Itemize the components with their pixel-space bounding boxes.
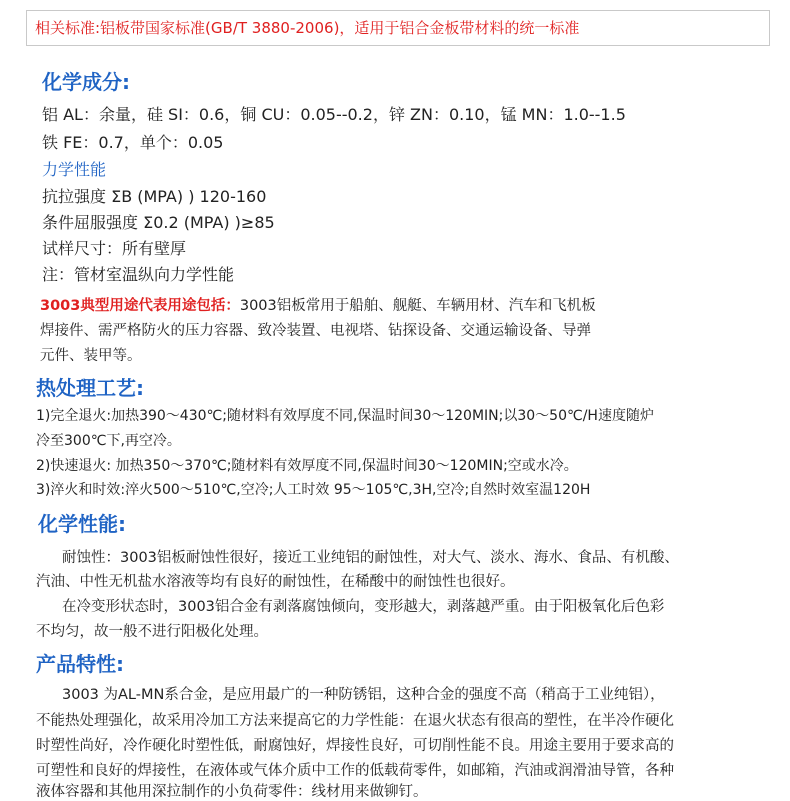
product-features-line: 时塑性尚好，冷作硬化时塑性低，耐腐蚀好，焊接性良好，可切削性能不良。用途主要用于要求高的 [36, 738, 674, 754]
uses-paragraph [40, 294, 596, 315]
product-features-line: 不能热处理强化，故采用冷加工方法来提高它的力学性能：在退火状态有很高的塑性，在半冷作硬化 [36, 713, 674, 729]
uses-text: 3003铝板常用于船舶、舰艇、车辆用材、汽车和飞机板 [239, 298, 596, 314]
composition-line: 铁 FE：0.7，单个：0.05 [42, 133, 224, 152]
heat-treatment-line: 1)完全退火:加热390～430℃;随材料有效厚度不同,保温时间30～120MIN;以30～50℃/H速度随炉 [36, 408, 654, 424]
mechanical-line: 试样尺寸：所有壁厚 [42, 239, 187, 258]
product-features-heading: 产品特性: [36, 652, 124, 676]
product-features-line: 可塑性和良好的焊接性，在液体或气体介质中工作的低载荷零件，如邮箱，汽油或润滑油导管，各种 [36, 763, 674, 779]
heat-treatment-line: 冷至300℃下,再空冷。 [36, 433, 181, 449]
chemical-composition-heading: 化学成分: [42, 70, 130, 94]
uses-line: 元件、装甲等。 [40, 348, 142, 364]
product-features-line: 液体容器和其他用深拉制作的小负荷零件：线材用来做铆钉。 [36, 784, 428, 800]
mechanical-line: 条件屈服强度 Σ0.2 (MPA) )≥85 [42, 213, 275, 232]
composition-line: 铝 AL：余量，硅 SI：0.6，铜 CU：0.05--0.2，锌 ZN：0.10，锰 MN：1.0--1.5 [42, 105, 626, 124]
heat-treatment-line: 2)快速退火: 加热350～370℃;随材料有效厚度不同,保温时间30～120MIN;空或水冷。 [36, 458, 578, 474]
mechanical-properties-heading: 力学性能 [42, 160, 107, 179]
standard-banner [26, 10, 770, 46]
product-features-line: 3003 为AL-MN系合金，是应用最广的一种防锈铝，这种合金的强度不高（稍高于工业纯铝）， [62, 687, 665, 703]
mechanical-line: 注：管材室温纵向力学性能 [42, 265, 235, 284]
chemical-properties-line: 耐蚀性：3003铝板耐蚀性很好，接近工业纯铝的耐蚀性，对大气、淡水、海水、食品、有机酸、 [62, 550, 679, 566]
uses-label: 3003典型用途代表用途包括： [40, 298, 240, 314]
heat-treatment-heading: 热处理工艺: [36, 376, 144, 400]
standard-banner-text: 相关标准:铝板带国家标准(GB/T 3880-2006)，适用于铝合金板带材料的统一标准 [35, 19, 580, 37]
mechanical-line: 抗拉强度 ΣB (MPA) ) 120-160 [42, 187, 267, 206]
chemical-properties-heading: 化学性能: [38, 512, 126, 536]
chemical-properties-line: 不均匀，故一般不进行阳极化处理。 [36, 624, 268, 640]
uses-line: 焊接件、需严格防火的压力容器、致冷装置、电视塔、钻探设备、交通运输设备、导弹 [40, 323, 591, 339]
chemical-properties-line: 汽油、中性无机盐水溶液等均有良好的耐蚀性，在稀酸中的耐蚀性也很好。 [36, 574, 515, 590]
chemical-properties-line: 在冷变形状态时，3003铝合金有剥落腐蚀倾向，变形越大，剥落越严重。由于阳极氧化后色彩 [62, 599, 665, 615]
heat-treatment-line: 3)淬火和时效:淬火500～510℃,空冷;人工时效 95～105℃,3H,空冷;自然时效室温120H [36, 482, 591, 498]
